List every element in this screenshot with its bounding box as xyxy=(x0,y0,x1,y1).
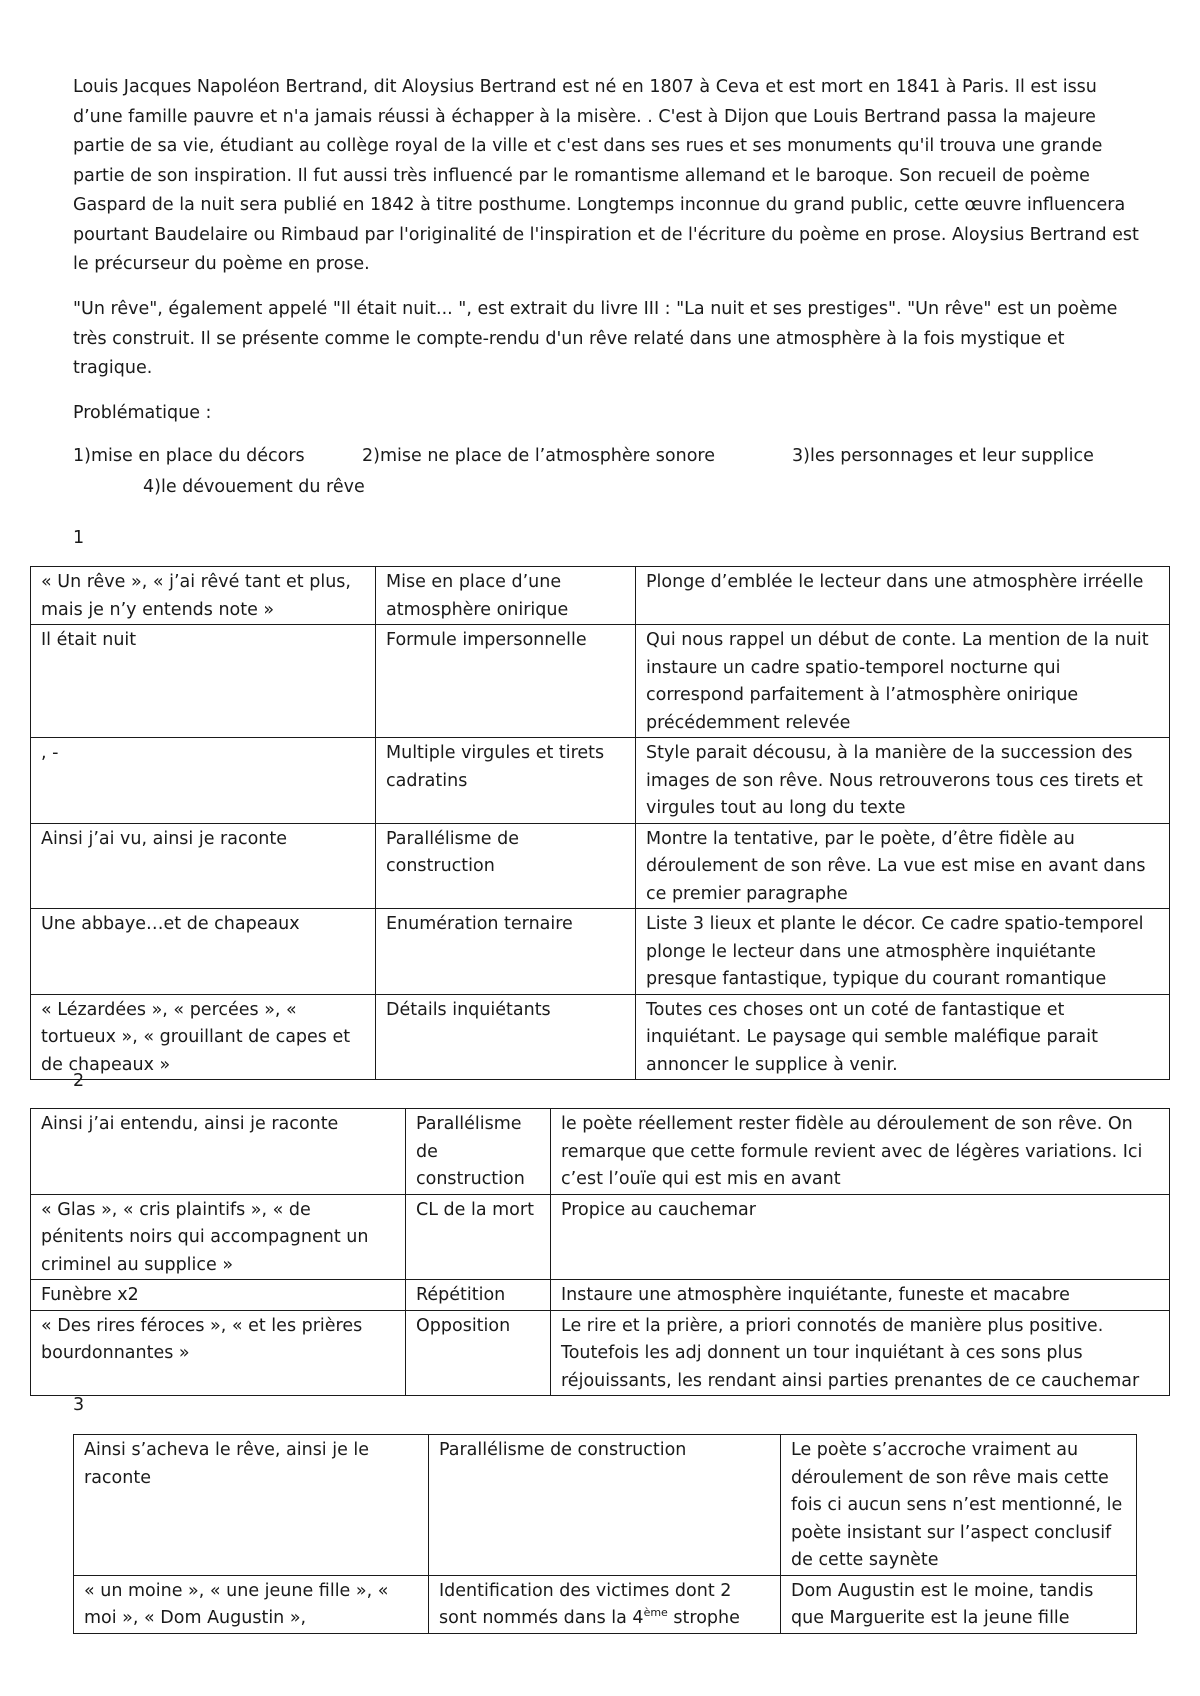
plan-item-2: 2)mise ne place de l’atmosphère sonore xyxy=(362,446,716,466)
table-row xyxy=(31,567,1170,625)
table-cell-procede: Opposition xyxy=(406,1310,551,1396)
table-cell-interpretation: Qui nous rappel un début de conte. La mention de la nuit instaure un cadre spatio-temporel nocturne qui correspond parfaitement à l’atmosphère onirique précédemment relevée xyxy=(636,625,1170,738)
table-cell-quote: Ainsi s’acheva le rêve, ainsi je le raconte xyxy=(74,1435,429,1576)
table-cell-quote: Ainsi j’ai vu, ainsi je raconte xyxy=(31,823,376,909)
table-cell-quote: « Des rires féroces », « et les prières bourdonnantes » xyxy=(31,1310,406,1396)
table-cell-interpretation: Style parait décousu, à la manière de la succession des images de son rêve. Nous retrouverons tous ces tirets et virgules tout au long du texte xyxy=(636,738,1170,824)
table-row xyxy=(31,1280,1170,1311)
table-cell-interpretation: Dom Augustin est le moine, tandis que Marguerite est la jeune fille xyxy=(781,1575,1137,1633)
table-cell-procede: Mise en place d’une atmosphère onirique xyxy=(376,567,636,625)
table-cell-interpretation: le poète réellement rester fidèle au déroulement de son rêve. On remarque que cette formule revient avec de légères variations. Ici c’est l’ouïe qui est mis en avant xyxy=(551,1109,1170,1195)
section-number-3: 3 xyxy=(73,1395,85,1415)
table-row xyxy=(74,1575,1137,1633)
table-cell-interpretation: Instaure une atmosphère inquiétante, funeste et macabre xyxy=(551,1280,1170,1311)
table-cell-procede: Répétition xyxy=(406,1280,551,1311)
context-paragraph: "Un rêve", également appelé "Il était nuit... ", est extrait du livre III : "La nuit et ses prestiges". "Un rêve" est un poème très construit. Il se présente comme le compte-rendu d'un rêve relaté dans une atmosphère à la fois mystique et tragique. xyxy=(73,299,1118,378)
table-cell-quote: Une abbaye…et de chapeaux xyxy=(31,909,376,995)
plan-item-4: 4)le dévouement du rêve xyxy=(143,477,365,497)
table-cell-interpretation: Plonge d’emblée le lecteur dans une atmosphère irréelle xyxy=(636,567,1170,625)
table-row xyxy=(31,823,1170,909)
section-number-1: 1 xyxy=(73,528,85,548)
table-cell-quote: « un moine », « une jeune fille », « moi », « Dom Augustin », xyxy=(74,1575,429,1633)
table-cell-procede: Parallélisme de construction xyxy=(406,1109,551,1195)
plan-item-3: 3)les personnages et leur supplice xyxy=(792,446,1094,466)
table-cell-procede: Parallélisme de construction xyxy=(376,823,636,909)
table-row xyxy=(31,625,1170,738)
analysis-table-1 xyxy=(30,566,1170,1080)
cell-text: Identification des victimes dont 2 sont nommés dans la 4 xyxy=(439,1580,732,1628)
table-cell-procede: Multiple virgules et tirets cadratins xyxy=(376,738,636,824)
section-number-2: 2 xyxy=(73,1071,85,1091)
table-cell-interpretation: Propice au cauchemar xyxy=(551,1194,1170,1280)
table-cell-procede: CL de la mort xyxy=(406,1194,551,1280)
table-cell-interpretation: Montre la tentative, par le poète, d’être fidèle au déroulement de son rêve. La vue est mise en avant dans ce premier paragraphe xyxy=(636,823,1170,909)
table-cell-quote: « Glas », « cris plaintifs », « de pénitents noirs qui accompagnent un criminel au supplice » xyxy=(31,1194,406,1280)
table-row xyxy=(31,909,1170,995)
table-row xyxy=(31,738,1170,824)
problematique-label: Problématique : xyxy=(73,403,212,423)
table-cell-procede: Parallélisme de construction xyxy=(429,1435,781,1576)
table-cell-interpretation: Le rire et la prière, a priori connotés de manière plus positive. Toutefois les adj donnent un tour inquiétant à ces sons plus réjouissants, les rendant ainsi parties prenantes de ce cauchemar xyxy=(551,1310,1170,1396)
table-cell-interpretation: Toutes ces choses ont un coté de fantastique et inquiétant. Le paysage qui semble maléfique parait annoncer le supplice à venir. xyxy=(636,994,1170,1080)
analysis-table-2 xyxy=(30,1108,1170,1396)
table-cell-quote: , - xyxy=(31,738,376,824)
table-row xyxy=(31,1109,1170,1195)
cell-text-end: strophe xyxy=(667,1608,740,1628)
table-row xyxy=(74,1435,1137,1576)
table-cell-procede: Enumération ternaire xyxy=(376,909,636,995)
plan-list xyxy=(73,446,1153,476)
table-row xyxy=(31,994,1170,1080)
plan-item-1: 1)mise en place du décors xyxy=(73,446,305,466)
table-cell-quote: Funèbre x2 xyxy=(31,1280,406,1311)
table-row xyxy=(31,1194,1170,1280)
table-cell-quote: Il était nuit xyxy=(31,625,376,738)
table-cell-interpretation: Liste 3 lieux et plante le décor. Ce cadre spatio-temporel plonge le lecteur dans une atmosphère inquiétante presque fantastique, typique du courant romantique xyxy=(636,909,1170,995)
table-cell-quote: « Un rêve », « j’ai rêvé tant et plus, mais je n’y entends note » xyxy=(31,567,376,625)
intro-paragraph: Louis Jacques Napoléon Bertrand, dit Aloysius Bertrand est né en 1807 à Ceva et est mort en 1841 à Paris. Il est issu d’une famille pauvre et n'a jamais réussi à échapper à la misère. . C'est à Dijon que Louis Bertrand passa la majeure partie de sa vie, étudiant au collège royal de la ville et c'est dans ses rues et ses monuments qu'il trouva une grande partie de son inspiration. Il fut aussi très influencé par le romantisme allemand et le baroque. Son recueil de poème Gaspard de la nuit sera publié en 1842 à titre posthume. Longtemps inconnue du grand public, cette œuvre influencera pourtant Baudelaire ou Rimbaud par l'originalité de l'inspiration et de l'écriture du poème en prose. Aloysius Bertrand est le précurseur du poème en prose. xyxy=(73,77,1139,274)
table-cell-procede xyxy=(429,1575,781,1633)
table-cell-quote: Ainsi j’ai entendu, ainsi je raconte xyxy=(31,1109,406,1195)
analysis-table-3 xyxy=(73,1434,1137,1634)
table-cell-procede: Détails inquiétants xyxy=(376,994,636,1080)
superscript-ordinal: ème xyxy=(643,1606,668,1620)
table-cell-quote: « Lézardées », « percées », « tortueux », « grouillant de capes et de chapeaux » xyxy=(31,994,376,1080)
table-cell-procede: Formule impersonnelle xyxy=(376,625,636,738)
table-cell-interpretation: Le poète s’accroche vraiment au déroulement de son rêve mais cette fois ci aucun sens n’est mentionné, le poète insistant sur l’aspect conclusif de cette saynète xyxy=(781,1435,1137,1576)
table-row xyxy=(31,1310,1170,1396)
